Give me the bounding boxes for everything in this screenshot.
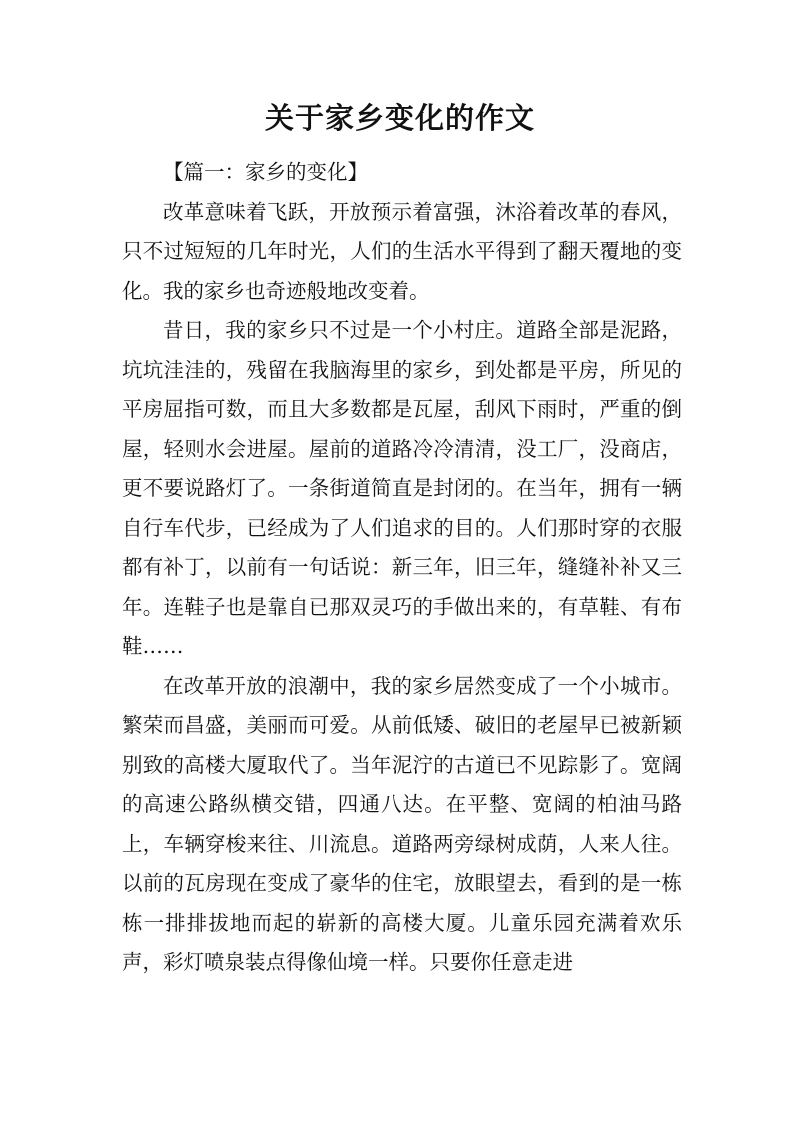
paragraph-2: 昔日，我的家乡只不过是一个小村庄。道路全部是泥路，坑坑洼洼的，残留在我脑海里的家乡，到处都是平房，所见的平房屈指可数，而且大多数都是瓦屋，刮风下雨时，严重的倒屋，轻则水会进屋。屋前的道路冷冷清清，没工厂，没商店，更不要说路灯了。一条街道简直是封闭的。在当年，拥有一辆自行车代步，已经成为了人们追求的目的。人们那时穿的衣服都有补丁，以前有一句话说：新三年，旧三年，缝缝补补又三年。连鞋子也是靠自已那双灵巧的手做出来的，有草鞋、有布鞋…… xyxy=(122,318,682,658)
paragraph-3: 在改革开放的浪潮中，我的家乡居然变成了一个小城市。繁荣而昌盛，美丽而可爱。从前低矮、破旧的老屋早已被新颖别致的高楼大厦取代了。当年泥泞的古道已不见踪影了。宽阔的高速公路纵横交错，四通八达。在平整、宽阔的柏油马路上，车辆穿梭来往、川流息。道路两旁绿树成荫，人来人往。以前的瓦房现在变成了豪华的住宅，放眼望去，看到的是一栋栋一排排拔地而起的崭新的高楼大厦。儿童乐园充满着欢乐声，彩灯喷泉装点得像仙境一样。只要你任意走进 xyxy=(122,673,682,974)
section-heading: 【篇一：家乡的变化】 xyxy=(163,160,368,184)
document-title: 关于家乡变化的作文 xyxy=(264,101,535,135)
document-body xyxy=(122,153,682,983)
paragraph-1: 改革意味着飞跃，开放预示着富强，沐浴着改革的春风，只不过短短的几年时光，人们的生活水平得到了翻天覆地的变化。我的家乡也奇迹般地改变着。 xyxy=(122,199,682,303)
